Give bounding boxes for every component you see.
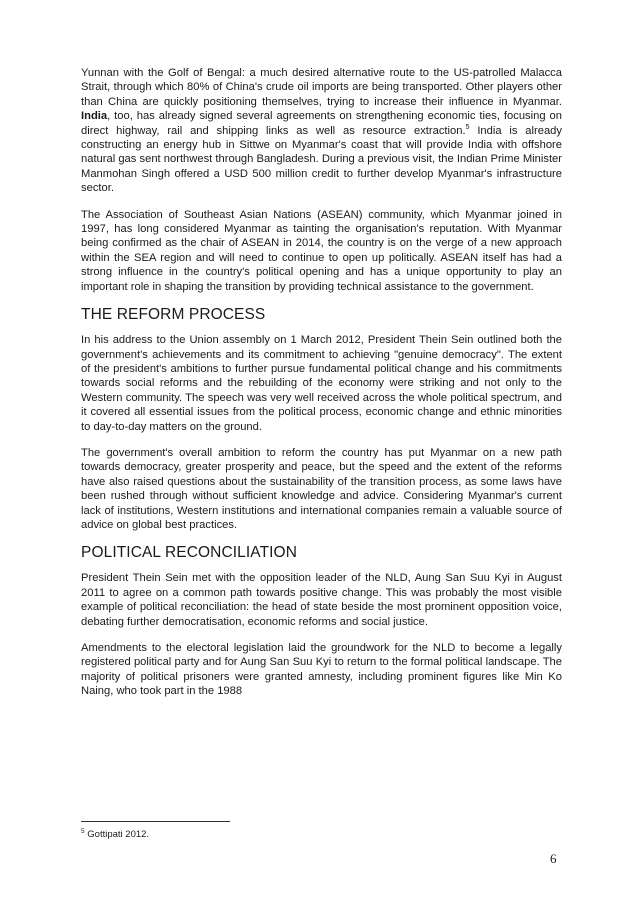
- footnote-number: 5: [81, 828, 85, 835]
- footnote-reference: 5: [465, 123, 470, 131]
- heading-political-reconciliation: POLITICAL RECONCILIATION: [81, 544, 297, 562]
- footnote-text: Gottipati 2012.: [87, 829, 150, 840]
- text-span: Yunnan with the Golf of Bengal: a much desired alternative route to the US-patrolled Malacca Strait, through which 80% of China's crude oil imports are being transported. Other players other than China are quickly positioning themselves, trying to increase their influence in Myanmar.: [81, 67, 562, 108]
- text-span: , too, has already signed several agreements on strengthening economic ties, focusing on direct highway, rail and shipping links as well as resource extraction.: [81, 110, 562, 137]
- heading-reform-process: THE REFORM PROCESS: [81, 306, 266, 324]
- bold-text-india: India: [81, 110, 108, 123]
- document-body: [81, 66, 562, 711]
- page-number: 6: [550, 851, 557, 866]
- footnote-divider: [81, 821, 230, 822]
- text-span: India is already constructing an energy hub in Sittwe on Myanmar's coast that will provide India with offshore natural gas sent northwest through Bangladesh. During a previous visit, the Indian Prime Minister Manmohan Singh offered a USD 500 million credit to further develop Myanmar's infrastructure sector.: [81, 124, 562, 195]
- footnote: [81, 829, 149, 840]
- paragraph-reform-ambition: The government's overall ambition to reform the country has put Myanmar on a new path towards democracy, greater prosperity and peace, but the speed and the extent of the reforms have also raised questions about the sustainability of the transition process, as some laws have been rushed through without sufficient knowledge and advice. Considering Myanmar's current lack of institutions, Western institutions and international companies remain a valuable source of advice on global best practices.: [81, 446, 562, 531]
- paragraph-amendments: Amendments to the electoral legislation laid the groundwork for the NLD to become a legally registered political party and for Aung San Suu Kyi to return to the formal political landscape. The majority of political prisoners were granted amnesty, including prominent figures like Min Ko Naing, who took part in the 1988: [81, 642, 562, 698]
- paragraph-asean: The Association of Southeast Asian Nations (ASEAN) community, which Myanmar joined in 1997, has long considered Myanmar as tainting the organisation's reputation. With Myanmar being confirmed as the chair of ASEAN in 2014, the country is on the verge of a new approach within the SEA region and will need to continue to open up politically. ASEAN itself has had a strong influence in the country's political opening and has a unique opportunity to play an important role in shaping the transition by providing technical assistance to the government.: [81, 208, 562, 293]
- paragraph-address: In his address to the Union assembly on 1 March 2012, President Thein Sein outlined both the government's achievements and its commitment to achieving "genuine democracy". The extent of the president's ambitions to further pursue fundamental political change and his commitments towards social reforms and the rebuilding of the economy were striking and not only to the Western community. The speech was very well received across the whole political spectrum, and it covered all essential issues from the political process, economic change and ethnic minorities to day-to-day matters on the ground.: [81, 334, 562, 433]
- paragraph-india: [81, 66, 562, 196]
- paragraph-meeting: President Thein Sein met with the opposition leader of the NLD, Aung San Suu Kyi in August 2011 to agree on a common path towards positive change. This was probably the most visible example of political reconciliation: the head of state beside the most prominent opposition voice, debating further democratisation, economic reforms and social justice.: [81, 572, 562, 628]
